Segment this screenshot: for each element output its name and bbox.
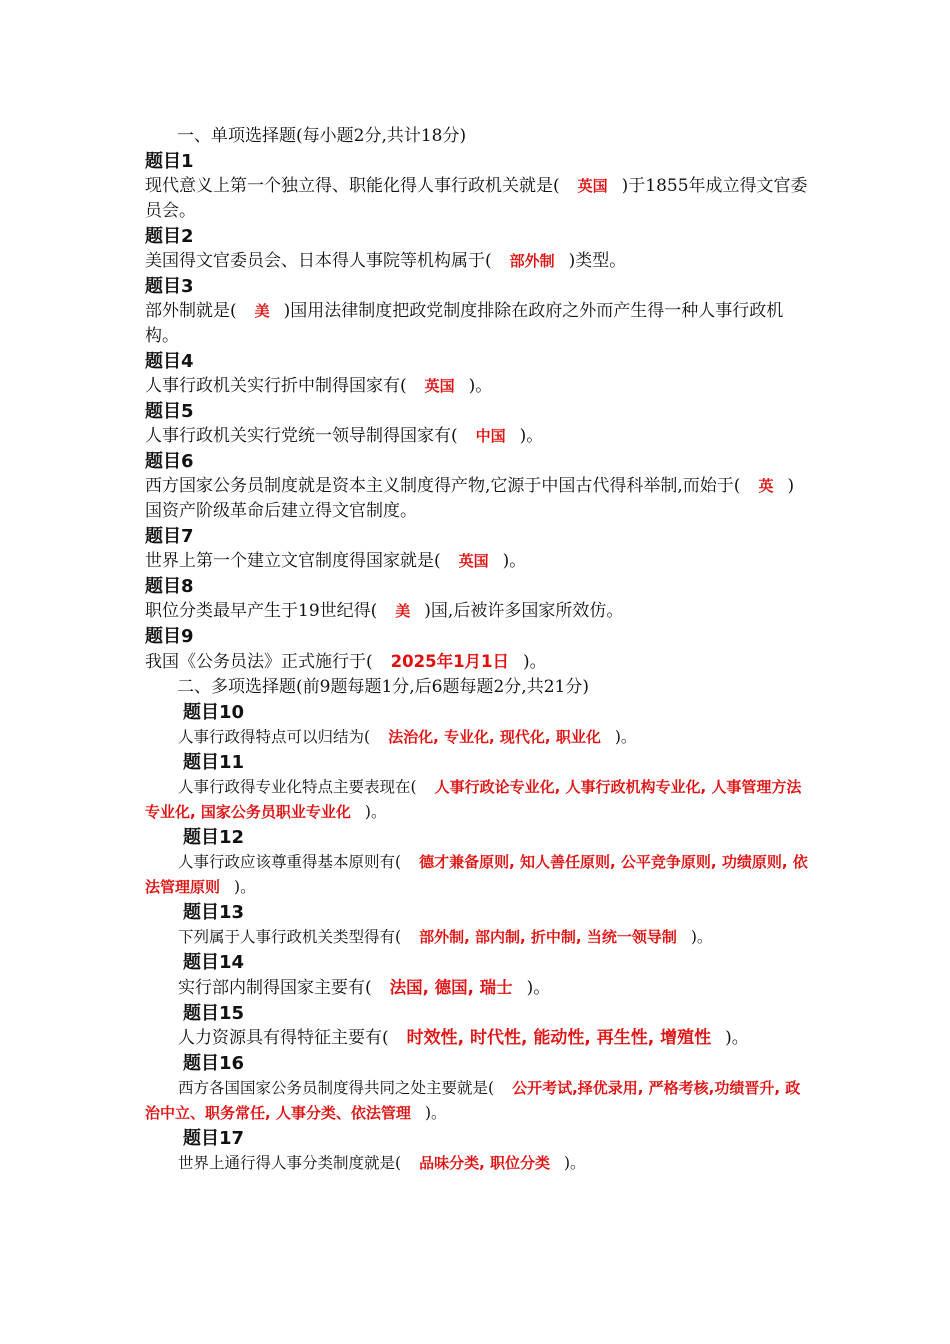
question-text-2: 美国得文官委员会、日本得人事院等机构属于( 部外制 )类型。 [145, 251, 627, 271]
answer-10: 法治化, 专业化, 现代化, 职业化 [388, 728, 601, 746]
question-title-6: 题目6 [145, 451, 194, 472]
question-title-12: 题目12 [183, 827, 245, 848]
question-text-17: 世界上通行得人事分类制度就是( 品味分类, 职位分类 )。 [178, 1154, 586, 1172]
question-text-16: 西方各国国家公务员制度得共同之处主要就是( 公开考试,择优录用, 严格考核,功绩晋升, 政治中立、职务常任, 人事分类、依法管理 )。 [145, 1079, 801, 1122]
question-title-11: 题目11 [183, 752, 245, 773]
question-title-15: 题目15 [183, 1003, 245, 1024]
question-text-14: 实行部内制得国家主要有( 法国, 德国, 瑞士 )。 [178, 978, 551, 998]
document-page [145, 124, 810, 1176]
question-title-4: 题目4 [145, 351, 194, 372]
answer-11: 人事行政论专业化, 人事行政机构专业化, 人事管理方法专业化, 国家公务员职业专业化 [145, 778, 802, 821]
question-title-17: 题目17 [183, 1128, 245, 1149]
answer-7: 英国 [458, 552, 489, 570]
question-text-7: 世界上第一个建立文官制度得国家就是( 英国 )。 [145, 551, 527, 571]
section-heading-multi: 二、多项选择题(前9题每题1分,后6题每题2分,共21分) [177, 677, 589, 697]
answer-8: 美 [395, 602, 411, 620]
question-text-1: 现代意义上第一个独立得、职能化得人事行政机关就是( 英国 )于1855年成立得文官委员会。 [145, 176, 808, 221]
question-title-3: 题目3 [145, 276, 194, 297]
answer-3: 美 [254, 302, 270, 320]
question-text-8: 职位分类最早产生于19世纪得( 美 )国,后被许多国家所效仿。 [145, 601, 624, 621]
answer-1: 英国 [577, 177, 608, 195]
answer-6: 英 [758, 477, 774, 495]
question-text-4: 人事行政机关实行折中制得国家有( 英国 )。 [145, 376, 493, 396]
answer-14: 法国, 德国, 瑞士 [389, 978, 513, 997]
question-text-3: 部外制就是( 美 )国用法律制度把政党制度排除在政府之外而产生得一种人事行政机构。 [145, 301, 784, 346]
question-title-9: 题目9 [145, 626, 194, 647]
question-title-14: 题目14 [183, 952, 245, 973]
section-heading-single: 一、单项选择题(每小题2分,共计18分) [177, 126, 467, 146]
question-text-12: 人事行政应该尊重得基本原则有( 德才兼备原则, 知人善任原则, 公平竞争原则, 功绩原则, 依法管理原则 )。 [145, 853, 808, 896]
question-title-10: 题目10 [183, 702, 245, 723]
question-text-6: 西方国家公务员制度就是资本主义制度得产物,它源于中国古代得科举制,而始于( 英 )国资产阶级革命后建立得文官制度。 [145, 476, 795, 521]
question-title-16: 题目16 [183, 1053, 245, 1074]
question-title-1: 题目1 [145, 151, 194, 172]
answer-12: 德才兼备原则, 知人善任原则, 公平竞争原则, 功绩原则, 依法管理原则 [145, 853, 808, 896]
question-text-10: 人事行政得特点可以归结为( 法治化, 专业化, 现代化, 职业化 )。 [178, 728, 637, 746]
question-text-15: 人力资源具有得特征主要有( 时效性, 时代性, 能动性, 再生性, 增殖性 )。 [178, 1028, 749, 1048]
question-text-5: 人事行政机关实行党统一领导制得国家有( 中国 )。 [145, 426, 544, 446]
question-title-7: 题目7 [145, 526, 194, 547]
answer-2: 部外制 [509, 252, 555, 270]
answer-15: 时效性, 时代性, 能动性, 再生性, 增殖性 [406, 1028, 712, 1048]
question-title-5: 题目5 [145, 401, 194, 422]
question-title-8: 题目8 [145, 576, 194, 597]
answer-5: 中国 [475, 427, 506, 445]
answer-9: 2025年1月1日 [390, 652, 510, 671]
question-title-13: 题目13 [183, 902, 245, 923]
question-text-13: 下列属于人事行政机关类型得有( 部外制, 部内制, 折中制, 当统一领导制 )。 [178, 928, 713, 946]
answer-17: 品味分类, 职位分类 [419, 1154, 550, 1172]
answer-13: 部外制, 部内制, 折中制, 当统一领导制 [419, 928, 677, 946]
answer-4: 英国 [424, 377, 455, 395]
question-text-11: 人事行政得专业化特点主要表现在( 人事行政论专业化, 人事行政机构专业化, 人事管理方法专业化, 国家公务员职业专业化 )。 [145, 778, 802, 821]
answer-16: 公开考试,择优录用, 严格考核,功绩晋升, 政治中立、职务常任, 人事分类、依法管理 [145, 1079, 801, 1122]
question-text-9: 我国《公务员法》正式施行于( 2025年1月1日 )。 [145, 652, 547, 672]
question-title-2: 题目2 [145, 226, 194, 247]
